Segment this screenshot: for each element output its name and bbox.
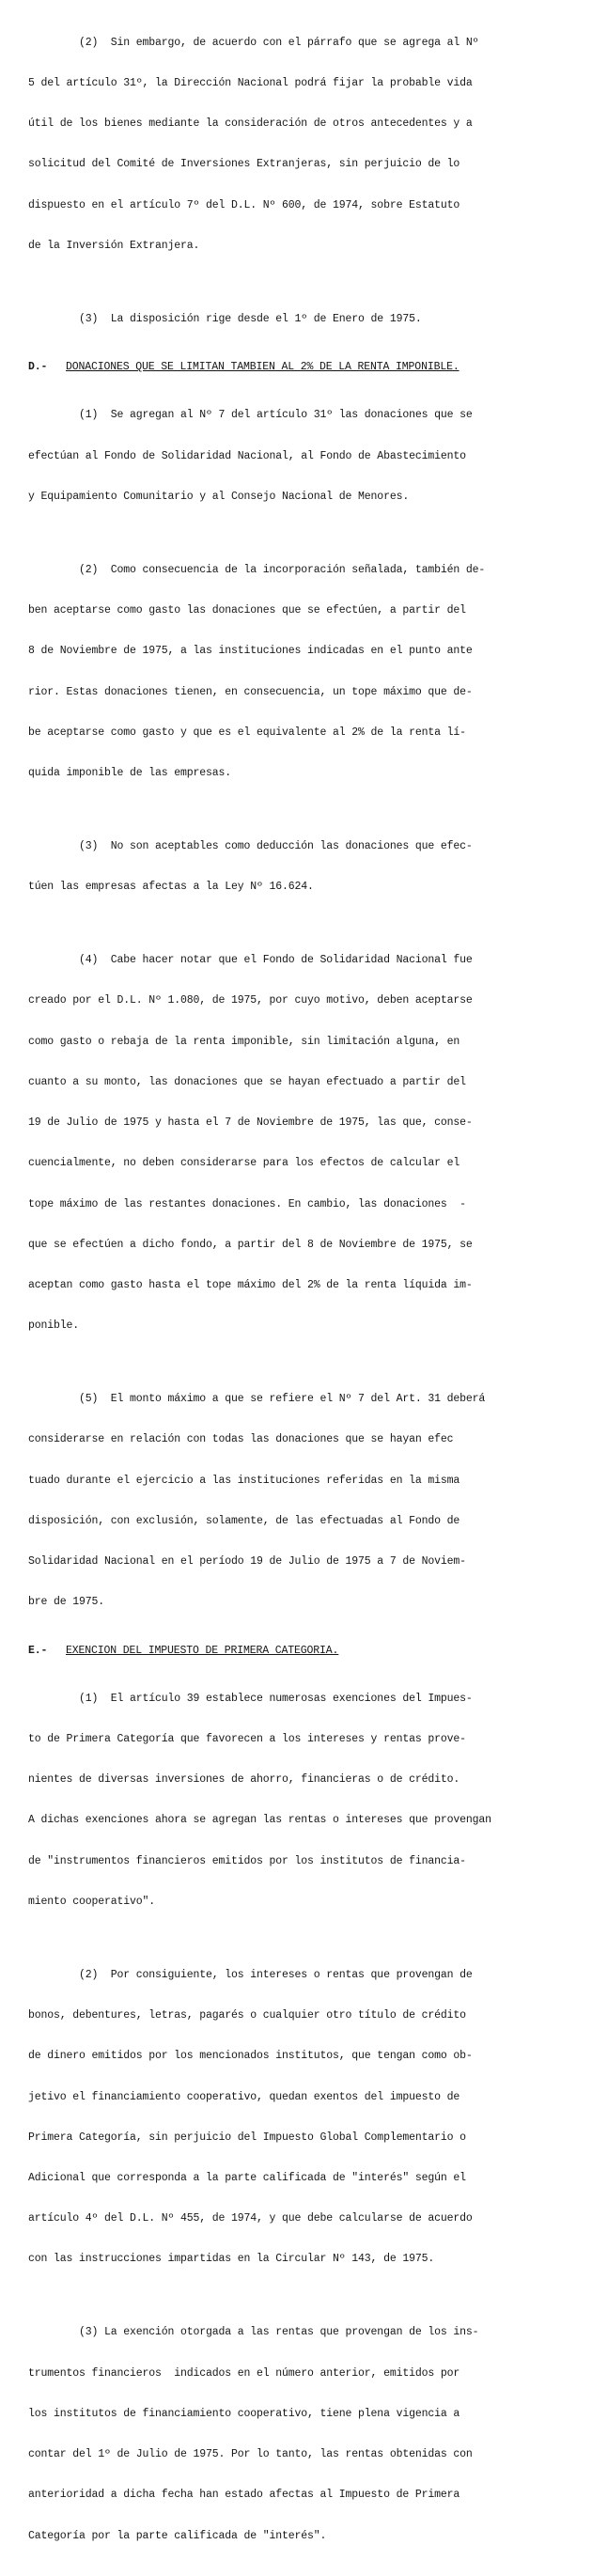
text-line: de la Inversión Extranjera.	[28, 239, 200, 252]
text-line: (3) La exención otorgada a las rentas que provengan de los ins-	[28, 2326, 479, 2339]
text-line: de dinero emitidos por los mencionados institutos, que tengan como ob-	[28, 2050, 473, 2063]
text-line: como gasto o rebaja de la renta imponible, sin limitación alguna, en	[28, 1035, 460, 1048]
text-line: A dichas exenciones ahora se agregan las rentas o intereses que provengan	[28, 1814, 491, 1827]
text-line: Categoría por la parte calificada de "interés".	[28, 2529, 327, 2542]
section-heading-d	[28, 361, 575, 374]
text-line: contar del 1º de Julio de 1975. Por lo tanto, las rentas obtenidas con	[28, 2448, 473, 2461]
text-line: y Equipamiento Comunitario y al Consejo Nacional de Menores.	[28, 490, 410, 503]
document-page	[28, 9, 575, 2576]
paragraph-e-2	[28, 1942, 575, 2294]
text-line: (2) Sin embargo, de acuerdo con el párrafo que se agrega al Nº	[28, 36, 479, 49]
text-line: tope máximo de las restantes donaciones. En cambio, las donaciones -	[28, 1197, 466, 1210]
text-line: dispuesto en el artículo 7º del D.L. Nº 600, de 1974, sobre Estatuto	[28, 198, 460, 211]
text-line: túen las empresas afectas a la Ley Nº 16.624.	[28, 881, 314, 894]
text-line: (3) La disposición rige desde el 1º de Enero de 1975.	[28, 312, 422, 325]
paragraph-e-3	[28, 2300, 575, 2570]
text-line: (3) No son aceptables como deducción las donaciones que efec-	[28, 839, 473, 852]
section-e	[28, 1645, 575, 2570]
text-line: nientes de diversas inversiones de ahorro, financieras o de crédito.	[28, 1773, 460, 1787]
text-line: ponible.	[28, 1319, 80, 1333]
text-line: bre de 1975.	[28, 1596, 105, 1609]
text-line: con las instrucciones impartidas en la Circular Nº 143, de 1975.	[28, 2253, 435, 2266]
section-heading-e	[28, 1645, 575, 1658]
text-line: aceptan como gasto hasta el tope máximo del 2% de la renta líquida im-	[28, 1278, 473, 1291]
text-line: rior. Estas donaciones tienen, en consecuencia, un tope máximo que de-	[28, 685, 473, 698]
text-line: cuanto a su monto, las donaciones que se hayan efectuado a partir del	[28, 1075, 466, 1088]
section-title: EXENCION DEL IMPUESTO DE PRIMERA CATEGORIA.	[66, 1644, 339, 1657]
paragraph-d-3	[28, 813, 575, 921]
text-line: artículo 4º del D.L. Nº 455, de 1974, y que debe calcularse de acuerdo	[28, 2212, 473, 2225]
text-line: to de Primera Categoría que favorecen a los intereses y rentas prove-	[28, 1732, 466, 1745]
text-line: creado por el D.L. Nº 1.080, de 1975, por cuyo motivo, deben aceptarse	[28, 994, 473, 1007]
text-line: considerarse en relación con todas las donaciones que se hayan efec	[28, 1433, 454, 1446]
paragraph-c-3	[28, 286, 575, 353]
paragraph-c-2	[28, 9, 575, 280]
text-line: los institutos de financiamiento cooperativo, tiene plena vigencia a	[28, 2407, 460, 2420]
text-line: solicitud del Comité de Inversiones Extranjeras, sin perjuicio de lo	[28, 158, 460, 171]
section-c-continuation	[28, 9, 575, 353]
text-line: Adicional que corresponda a la parte calificada de "interés" según el	[28, 2171, 466, 2184]
text-line: tuado durante el ejercicio a las instituciones referidas en la misma	[28, 1474, 460, 1487]
section-letter: D.-	[28, 361, 48, 374]
text-line: 8 de Noviembre de 1975, a las instituciones indicadas en el punto ante	[28, 645, 473, 658]
text-line: cuencialmente, no deben considerarse para los efectos de calcular el	[28, 1157, 460, 1170]
text-line: 19 de Julio de 1975 y hasta el 7 de Noviembre de 1975, las que, conse-	[28, 1116, 473, 1130]
section-title: DONACIONES QUE SE LIMITAN TAMBIEN AL 2% DE LA RENTA IMPONIBLE.	[66, 361, 460, 374]
text-line: de "instrumentos financieros emitidos por los institutos de financia-	[28, 1854, 466, 1867]
text-line: 5 del artículo 31º, la Dirección Nacional podrá fijar la probable vida	[28, 77, 473, 90]
text-line: (2) Por consiguiente, los intereses o rentas que provengan de	[28, 1968, 473, 1981]
text-line: disposición, con exclusión, solamente, de las efectuadas al Fondo de	[28, 1514, 460, 1527]
paragraph-d-5	[28, 1366, 575, 1636]
text-line: Solidaridad Nacional en el período 19 de Julio de 1975 a 7 de Noviem-	[28, 1555, 466, 1569]
text-line: (4) Cabe hacer notar que el Fondo de Solidaridad Nacional fue	[28, 954, 473, 967]
text-line: bonos, debentures, letras, pagarés o cualquier otro título de crédito	[28, 2009, 466, 2022]
text-line: trumentos financieros indicados en el número anterior, emitidos por	[28, 2366, 460, 2380]
text-line: Primera Categoría, sin perjuicio del Impuesto Global Complementario o	[28, 2131, 466, 2144]
text-line: jetivo el financiamiento cooperativo, quedan exentos del impuesto de	[28, 2090, 460, 2103]
text-line: efectúan al Fondo de Solidaridad Nacional, al Fondo de Abastecimiento	[28, 449, 466, 462]
paragraph-d-2	[28, 537, 575, 807]
text-line: útil de los bienes mediante la consideración de otros antecedentes y a	[28, 117, 473, 131]
text-line: be aceptarse como gasto y que es el equivalente al 2% de la renta lí-	[28, 726, 466, 739]
text-line: (1) Se agregan al Nº 7 del artículo 31º las donaciones que se	[28, 409, 473, 422]
paragraph-d-1	[28, 382, 575, 531]
text-line: ben aceptarse como gasto las donaciones que se efectúen, a partir del	[28, 604, 466, 617]
section-d	[28, 361, 575, 1636]
text-line: que se efectúen a dicho fondo, a partir del 8 de Noviembre de 1975, se	[28, 1238, 473, 1251]
paragraph-d-4	[28, 927, 575, 1360]
section-letter: E.-	[28, 1644, 48, 1657]
paragraph-e-1	[28, 1665, 575, 1936]
text-line: (1) El artículo 39 establece numerosas exenciones del Impues-	[28, 1692, 473, 1705]
text-line: quida imponible de las empresas.	[28, 766, 232, 779]
text-line: (5) El monto máximo a que se refiere el Nº 7 del Art. 31 deberá	[28, 1393, 486, 1406]
text-line: anterioridad a dicha fecha han estado afectas al Impuesto de Primera	[28, 2489, 460, 2502]
text-line: (2) Como consecuencia de la incorporación señalada, también de-	[28, 563, 486, 576]
text-line: miento cooperativo".	[28, 1895, 156, 1908]
